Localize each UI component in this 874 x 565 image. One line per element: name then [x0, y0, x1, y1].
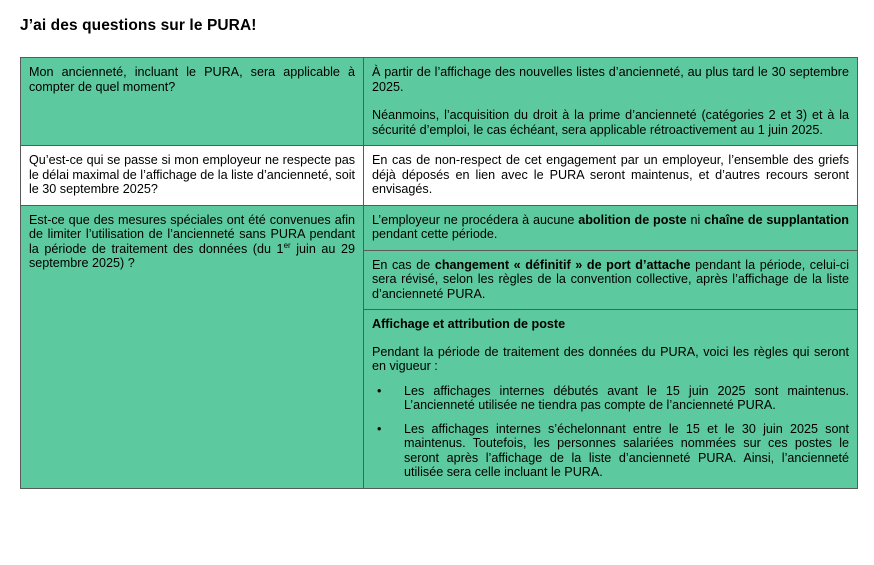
bullet-icon: •: [377, 383, 382, 398]
answer-cell: [364, 58, 858, 146]
answer-cell: [364, 250, 858, 310]
section-heading: Affichage et attribution de poste: [372, 317, 566, 331]
table-row: [21, 146, 858, 206]
question-cell: [21, 58, 364, 146]
answer-text: À partir de l’affichage des nouvelles listes d’ancienneté, au plus tard le 30 septembre 2025.: [372, 65, 849, 94]
question-cell: [21, 205, 364, 488]
answer-text: En cas de non-respect de cet engagement par un employeur, l’ensemble des griefs déjà déposés en lien avec le PURA seront maintenus, et d’autres recours seront envisagés.: [372, 153, 849, 196]
answer-text: Néanmoins, l’acquisition du droit à la prime d’ancienneté (catégories 2 et 3) et à la sécurité d’emploi, le cas échéant, sera applicable rétroactivement au 1 juin 2025.: [372, 108, 849, 137]
question-cell: [21, 146, 364, 206]
answer-text: Pendant la période de traitement des données du PURA, voici les règles qui seront en vigueur :: [372, 344, 849, 373]
question-text: Mon ancienneté, incluant le PURA, sera applicable à compter de quel moment?: [29, 65, 355, 94]
list-item: • Les affichages internes s’échelonnant entre le 15 et le 30 juin 2025 sont maintenus. Toutefois, les personnes salariées nommées sur ces postes le seront après l’affichage de la liste d’ancienneté PURA. Ainsi, l’ancienneté utilisée sera celle incluant le PURA.: [377, 421, 849, 479]
faq-table: [20, 57, 858, 489]
bullet-list: [372, 384, 849, 480]
table-row: [21, 205, 858, 250]
table-row: [21, 58, 858, 146]
answer-cell: [364, 205, 858, 250]
answer-text: L’employeur ne procédera à aucune abolition de poste ni chaîne de supplantation pendant cette période.: [372, 212, 849, 241]
bullet-icon: •: [377, 421, 382, 436]
page-title: J’ai des questions sur le PURA!: [20, 17, 257, 34]
question-text: Est-ce que des mesures spéciales ont été convenues afin de limiter l’utilisation de l’ancienneté sans PURA pendant la période de traitement des données (du 1er juin au 29 septembre 2025) ?: [29, 212, 355, 270]
answer-text: En cas de changement « définitif » de port d’attache pendant la période, celui-ci sera révisé, selon les règles de la convention collective, après l’affichage de la liste d’ancienneté PURA.: [372, 257, 849, 301]
list-item: • Les affichages internes débutés avant le 15 juin 2025 sont maintenus. L’ancienneté utilisée ne tiendra pas compte de l’ancienneté PURA.: [377, 383, 849, 412]
answer-cell: [364, 310, 858, 489]
question-text: Qu’est-ce qui se passe si mon employeur ne respecte pas le délai maximal de l’affichage de la liste d’ancienneté, soit le 30 septembre 2025?: [29, 153, 355, 196]
answer-cell: [364, 146, 858, 206]
